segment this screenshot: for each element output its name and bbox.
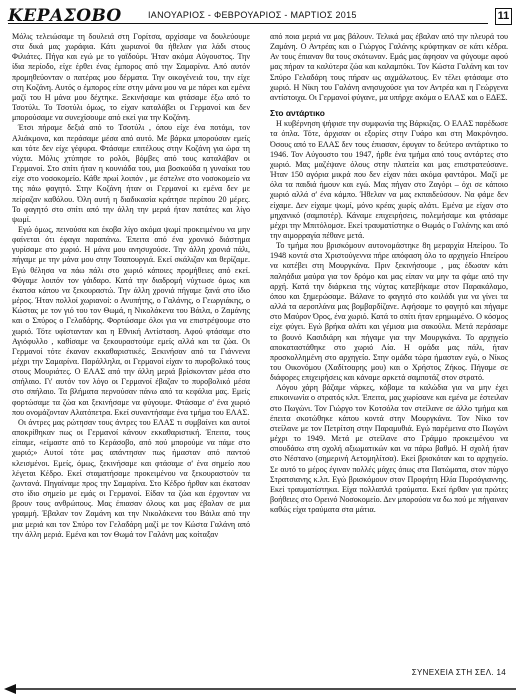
left-column: [12, 32, 250, 664]
issue-date: ΙΑΝΟΥΑΡΙΟΣ - ΦΕΒΡΟΥΑΡΙΟΣ - ΜΑΡΤΙΟΣ 2015: [148, 10, 357, 20]
article-paragraph: Μόλις τελειώσαμε τη δουλειά στη Γορίτσα, αρχίσαμε να δουλεύουμε στα δικά μας χωράφια. Κάτι χωριανοί θα ήθελαν για λάδι στους Φιλιάτες. Πήγα και εγώ με το γαϊδούρι. Ήταν ακόμα Αύγουστος. Την ίδια περίοδο, είχε έρθει ένας έμπορος από την Σαμαρίνα. Από αυτόν προμηθεύονταν ο πατέρας μου δέρματα. Την οικογένειά του, την είχε στη Κοζάνη. Αυτός ο έμπορος είπε στην μάνα μου να με πάρει και εμένα μαζί του Η μάνα μου δέχτηκε. Ξεκινήσαμε και φτάσαμε έξω από το Τσοτύλι. Το Τσοτύλι όμως, το είχαν καταλάβει οι Γερμανοί και δεν μπορούσαμε να συνεχίσουμε από εκεί για την Κοζάνη.: [12, 32, 250, 123]
masthead-title: ΚΕΡΑΣΟΒΟ: [8, 6, 122, 26]
continued-note: ΣΥΝΕΧΕΙΑ ΣΤΗ ΣΕΛ. 14: [411, 668, 506, 677]
page-header: [8, 5, 512, 31]
header-rule: [8, 23, 488, 24]
article-paragraph: από ποια μεριά να μας βάλουν. Τελικά μας έβαλαν από την πλευρά του Ζαμάνη. Ο Αντρέας και ο Γιώργος Γαλάνης κρύφτηκαν σε κάτι κέδρα. Αν τους έπιαναν θα τους σκότωναν. Εμάς μας άφησαν να φύγουμε αφού μας πήραν τα καλύτερα ζώα και καλαμπόκι. Τον Κώστα Γαλάνη και τον Σπύρο Γελαδάρη τους πήραν ως αιχμάλωτους. Εν τέλει φτάσαμε στο χωριό. Η Νίκη του Γαλάνη ανησυχούσε για τον Αντρέα και η Γεώργενα αντίστοιχα. Οι Γερμανοί φύγανε, μα υπήρχε ακόμα ο ΕΛΑΣ και ο ΕΔΕΣ.: [270, 32, 508, 102]
article-columns: [12, 32, 508, 664]
article-paragraph: Το τμήμα που βρισκόμουν αυτονομάστηκε 8η μεραρχία Ηπείρου. Το 1948 κοντά στα Χριστούγεννα πήρε απόφαση όλο το αρχηγείο Ηπείρου να κατέβει στη Μουργκάνα. Πριν ξεκινήσουμε , μας έδωσαν κάτι παληάδια μαύρα για τον δρόμο και μας είπαν να μην τα φάμε από την αρχή. Κατά την διάρκεια της νύχτας κατεβήκαμε στον Παρακάλαμο, όπου και ξημερώσαμε. Βάλανε το φαγητό στο κοιλάδι για να γίνει τα αλλά τα αεροπλάνα μας βομβαρδίζανε. Αφήσαμε το φαγητό και πήγαμε στο Μαύρον Όρος, ένα χωριό. Κατά το σπίτι ήταν ερημωμένο. Ο κόσμος είχε φύγει. Εγώ βρήκα αλάτι και γέμισα μια σακούλα. Μετά περάσαμε το βουνό Κασιδιάρη και πήγαμε για την Μουργκάνα. Το αρχηγείο αποκαταστάθηκε στο χωριό Λία. Η ομάδα μας πάλι, ήταν προσκολλημένη στο αρχηγείο. Στην ομάδα τώρα ήμασταν εγώ, ο Νίκος του Οικονόμου (Χαδίτσαρης μου) και ο Χρήστος Ζήκος. Πήγαμε σε διάφορες επιχειρήσεις και κάναμε αρκετά σαμποτάζ στον στρατό.: [270, 241, 508, 383]
article-paragraph: Οι άντρες μας ρώτησαν τους άντρες του ΕΛΑΣ τι συμβαίνει και αυτοί αποκρίθηκαν πως οι Γερμανοί κάνουν εκκαθαριστική. Έπειτα, τους είπαμε, «είμαστε από το Κεράσοβο, από πού μπορούμε να πάμε στο χωριό;» Αυτοί τότε μας απάντησαν πως ήμασταν από παντού κλεισμένοι. Εμείς, όμως, ξεκινήσαμε και φτάσαμε σ' ένα σημείο που λέγεται Κέδρο. Εκεί σταματήσαμε προκειμένου να ξεκουραστούν τα ζωντανά. Πηγαίναμε προς την Σαμαρίνα. Στο Κέδρο ήρθαν και έκατσαν στο ίδιο σημείο με εμάς οι Γερμανοί. Είδαν τα ζώα και έρχονταν να βρουν τους ανθρώπους. Μας έπιασαν όλους και μας έβαλαν σε μια γραμμή. Έβαλαν τον Ζαμάνη και την Νικολάκενα του Βάιλα από την μια μεριά και τον Σπύρο τον Γελαδάρη μαζί με τον Κώστα Γαλάνη από την άλλη μεριά. Εμένα και τον Θωμά τον Γαλάνη μας κοίταξαν: [12, 417, 250, 539]
right-column: [270, 32, 508, 664]
article-paragraph: Λόγου χάρη βάζαμε νάρκες, κόβαμε τα καλώδια για να μην έχει επικοινωνία ο στρατός κλπ. Έπειτα, μας χωρίσανε και εμένα με έστειλαν στο Πωγώνι. Τον Γιώργο τον Κοτσόλα τον στείλανε σε άλλο τμήμα και έπειτα σκοτώθηκε κάπου κοντά στην Μουργκάνα. Τον Νίκο τον στείλανε με τον Πετρίτση στην Παραμυθιά. Εγώ παρέμεινα στο Πωγώνι μέχρι το 1949. Μετά με στείλανε στο Γράμμο προκειμένου να σπουδάσω στη σχολή αξιωματικών και να πάρω βαθμό. Η σχολή ήταν στο Νέστανο (σημερινή Αετομηλίτσα). Εκεί βρισκόταν και το αρχηγείο. Σε αυτό το μέρος έγιναν πολλές μάχες όπως στα Πατώματα, στον πύργο Στρατσιανης κ.λπ. Εγώ βρισκόμουν στον Προφήτη Ηλία Πυρσόγιαννης. Εκεί τραυματίστηκα. Είχα πολλαπλά τραύματα. Εκεί ήρθαν για πρώτες βοήθειες στο Ορεινό Νοσοκομείο. Δεν μπορούσα να δω πού με πήγαιναν καθώς είχα τραύματα στα μάτια.: [270, 383, 508, 515]
section-heading: Στο αντάρτικο: [270, 108, 325, 119]
footer-arrow-line: [4, 683, 516, 695]
page-number-box: 11: [495, 8, 512, 25]
article-paragraph: Η κυβέρνηση ψήφισε την συμφωνία της Βάρκιζας. Ο ΕΛΑΣ παρέδωσε τα όπλα. Τότε, άρχισαν οι εξορίες στην Γυάρο και στη Μακρόνησο. Όσους από το ΕΛΑΣ δεν τους έπιασαν, έφυγαν το δεύτερο αντάρτικο το 1946. Τον Αύγουστο του 1947, ήρθε ένα τμήμα από τους αντάρτες στο χωριό. Μας μαζέψανε όλους στην πλατεία και μας επιστρατεύσανε. Ήταν 150 αγόρια μικρά που δεν είχαν πάει ακόμα φαντάροι. Μαζί με όλα τα παιδιά ήμουν και εγώ. Μας πήγαν στο Ζαγόρι – όχι σε κάποιο χωριό αλλά σ' ένα κάμπο. Ήθελαν να μας εκπαιδεύσουν. Να φάμε δεν είχαμε. Δεν είχαμε ψωμί, μόνο κρέας χωρίς αλάτι. Εμένα με είχαν στο μηχανικό (σαμποτέρ). Κάναμε επιχειρήσεις, πολεμήσαμε και φτάσαμε μέχρι την Μπιτόλομσε. Εκεί τραυματίστηκε ο Θωμάς ο Γαλάνης και από την αιμορραγία πέθανε μετά.: [270, 119, 508, 240]
article-paragraph: Έτσι πήραμε δεξιά από το Τσοτύλι , όπου είχε ένα ποτάμι, τον Αλιάκμονα, και περάσαμε μέσα από αυτό. Με βάρκα μπορούσαν εμείς και τότε δεν είχε γέφυρα. Φτάσαμε επιτέλους στην Κοζάνη για ώρα τη νύχτα. Μόλις χτύπησε το ρολόι, βόμβες από τους καταλάβαν οι Γερμανοί. Στο σπίτι ήταν η κουνιάδα του, μια βοσκούδα η γυναίκα του είχε στο νοσοκομείο. Κάθε πρωί λοιπόν , με έστελνε στο νοσοκομείο να της πάω φαγητό. Στην Κοζάνη ήταν οι Γερμανοί κι εμένα δεν με πείραζαν καθόλου. Όλη αυτή η διαδικασία κράτησε περίπου 20 μέρες. Το φαγητό στο σπίτι από την άλλη την μεριά ήταν πατάτες και λίγο ψωμί.: [12, 123, 250, 224]
article-paragraph: Εγώ όμως, πεινούσα και έκοβα λίγο ακόμα ψωμί προκειμένου να μην φαίνεται ότι έφαγα παραπάνω. Έπειτα από ένα χρονικό διάστημα γυρίσαμε στο χωριό. Η μάνα μου ανησυχούσε. Την άλλη χρονιά πάλι, πήγαμε με την μάνα μου στην Τσαπουργιά. Εκεί σκάλιζαν και θερίζαμε. Εγώ θέλησα να πάω πάλι στο χωριό κάποιες προμήθειες από εκεί. Φύγαμε λοιπόν τον γάιδαρο. Κατά την διαδρομή νύχτωσε όμως και έκατσα κάπου να ξεκουραστώ. Την άλλη χρονιά πήγαμε ξανά στο ίδιο μέρος. Ήταν πολλοί χωριανοί: ο Ανυπήτης, ο Γαλάνης, ο Γεωργιάκης, ο Κώστας με τον γιό του τον Θωμά, η Νικολάκενα του Βάιλα, ο Ζαμάνης και ο Σπύρος ο Γελαδάρης. Φορτώσαμε όλοι για να επιστρέψουμε στο χωριό. Τότε υφίστανταν και η Εθνική Αντίσταση. Αφού φτάσαμε στο Αγιόφυλλο , καθίσαμε να ξεκουραστούμε εμείς αλλά και τα ζώα. Οι Γερμανοί τότε έκαναν εκκαθαριστικές. Ξεκινήσαν από τα Γιάννενα μέχρι την Σαμαρίνα. Παράλληλα, οι Γερμανοί είχαν το πυροβολικό τους στους Μουριάτες. Ο ΕΛΑΣ από την άλλη μεριά βρίσκονταν μέσα στο σπήλαιο. Γι' αυτόν τον λόγο οι Γερμανοί έβαζαν το πυροβολικό μέσα στο σπήλαιο. Τα βλήματα περνούσαν πάνω από τα κεφάλια μας. Εμείς φορτώσαμε τα ζώα και ξεκινήσαμε να φύγουμε. Φτάσαμε σ' ένα χωριό που ονομάζονταν Αλατόπετρα. Εκεί συναντήσαμε ένα τμήμα του ΕΛΑΣ.: [12, 224, 250, 417]
